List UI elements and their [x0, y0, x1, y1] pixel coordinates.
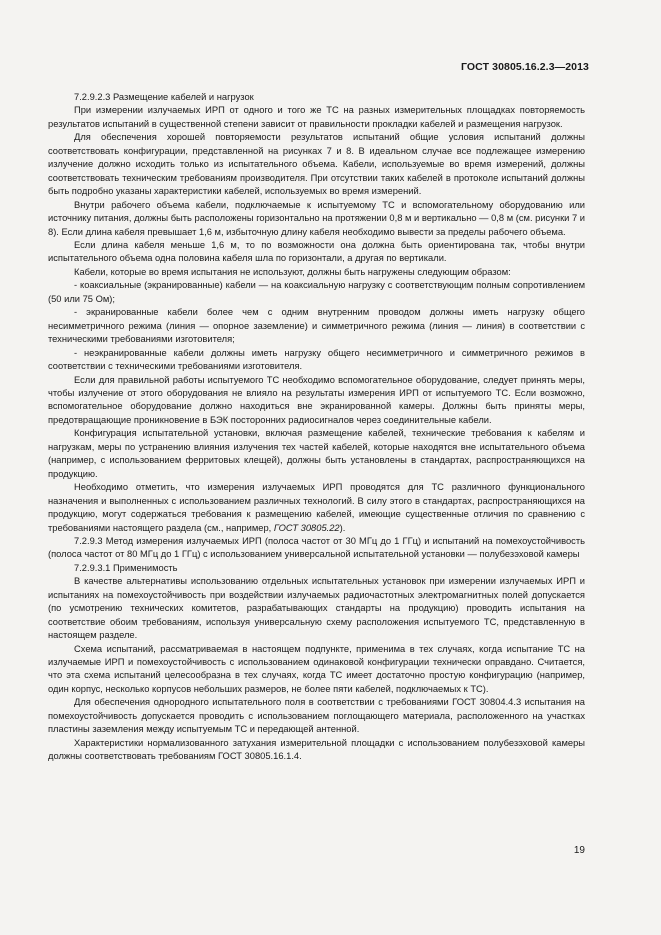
paragraph: Кабели, которые во время испытания не используют, должны быть нагружены следующим образом:: [74, 266, 511, 277]
body-text: [48, 91, 585, 764]
paragraph: Конфигурация испытательной установки, включая размещение кабелей, технические требования к кабелям и нагрузкам, меры по устранению влияния излучения тех частей кабелей, которые находятся вне испытательного объема (например, с использованием ферритовых клещей), должны быть установлены в стандартах, распространяющихся на продукцию.: [48, 428, 585, 479]
list-item: - неэкранированные кабели должны иметь нагрузку общего несимметричного и симметричного режимов в соответствии с техническими требованиями изготовителя.: [48, 347, 585, 372]
paragraph: Схема испытаний, рассматриваемая в настоящем подпункте, применима в тех случаях, когда испытание ТС на излучаемые ИРП и помехоустойчивость с использованием одинаковой конфигурации технически оправдано. Считается, что эта схема испытаний целесообразна в тех случаях, когда ТС имеет достаточно простую конфигурацию (например, один корпус, несколько корпусов небольших размеров, не более пяти кабелей, подключаемых к ТС).: [48, 643, 585, 694]
paragraph-text: Необходимо отметить, что измерения излучаемых ИРП проводятся для ТС различного функционального назначения и выполненных с использованием различных технологий. В силу этого в стандартах, распространяющихся на продукцию, могут содержаться требования к размещению кабелей, имеющие существенные отличия по сравнению с требованиями настоящего раздела (см., например,: [48, 482, 585, 533]
paragraph: Для обеспечения хорошей повторяемости результатов испытаний общие условия испытаний должны соответствовать конфигурации, представленной на рисунках 7 и 8. В идеальном случае все подлежащее измерению излучение должно исходить только из испытательного объема. Кабели, используемые во время измерений, должны соответствовать техническим требованиям производителя. При отсутствии таких кабелей в протоколе испытаний должны быть подробно указаны характеристики кабелей, используемых во время измерений.: [48, 132, 585, 197]
paragraph: В качестве альтернативы использованию отдельных испытательных установок при измерении излучаемых ИРП и испытаниях на помехоустойчивость при воздействии излучаемых радиочастотных электромагнитных полей допускается (по усмотрению технических комитетов, разрабатывающих стандарты на продукцию) проводить испытания на соответствие обоим требованиям, используя универсальную схему расположения испытуемого ТС, представленную в настоящем разделе.: [48, 576, 585, 641]
page-number: 19: [573, 845, 585, 856]
list-item: - экранированные кабели более чем с одним внутренним проводом должны иметь нагрузку общего несимметричного режима (линия — опорное заземление) и симметричного режима (линия — линия) в соответствии с техническими требованиями изготовителя;: [48, 307, 585, 345]
paragraph: Если длина кабеля меньше 1,6 м, то по возможности она должна быть ориентирована так, чтобы внутри испытательного объема одна половина кабеля шла по горизонтали, а другая по вертикали.: [48, 239, 585, 264]
section-heading-universal-method: 7.2.9.3 Метод измерения излучаемых ИРП (полоса частот от 30 МГц до 1 ГГц) и испытаний на помехоустойчивость (полоса частот от 80 МГц до 1 ГГц) с использованием универсальной испытательной установки — полубезэховой камеры: [48, 535, 585, 560]
paragraph: Если для правильной работы испытуемого ТС необходимо вспомогательное оборудование, следует принять меры, чтобы излучение от этого оборудования не влияло на результаты измерения ИРП от испытуемого ТС. Если возможно, вспомогательное оборудование должно находиться вне экранированной камеры. Должны быть приняты меры, предотвращающие проникновение в БЭК посторонних радиосигналов через соединительные кабели.: [48, 374, 585, 425]
paragraph: Для обеспечения однородного испытательного поля в соответствии с требованиями ГОСТ 30804.4.3 испытания на помехоустойчивость допускается проводить с использованием поглощающего материала, расположенного на участках пластины заземления между испытуемым ТС и передающей антенной.: [48, 697, 585, 735]
paragraph: Характеристики нормализованного затухания измерительной площадки с использованием полубезэховой камеры должны соответствовать требованиям ГОСТ 30805.16.1.4.: [48, 737, 585, 762]
section-heading-cable-placement: 7.2.9.2.3 Размещение кабелей и нагрузок: [74, 92, 254, 102]
section-heading-applicability: 7.2.9.3.1 Применимость: [74, 562, 178, 573]
paragraph: Внутри рабочего объема кабели, подключаемые к испытуемому ТС и вспомогательному оборудованию или источнику питания, должны быть расположены горизонтально на протяжении 0,8 м и вертикально — 0,8 м (см. рисунки 7 и 8). Если длина кабеля превышает 1,6 м, избыточную длину кабеля необходимо вывести за пределы рабочего объема.: [48, 199, 585, 237]
paragraph: [48, 481, 585, 535]
list-item: - коаксиальные (экранированные) кабели — на коаксиальную нагрузку с соответствующим полным сопротивлением (50 или 75 Ом);: [48, 280, 585, 304]
paragraph: При измерении излучаемых ИРП от одного и того же ТС на разных измерительных площадках повторяемость результатов испытаний в существенной степени зависит от правильности прокладки кабелей и размещения нагрузок.: [48, 105, 585, 129]
standard-header: ГОСТ 30805.16.2.3—2013: [461, 61, 589, 73]
paragraph-text-end: ).: [339, 522, 346, 533]
standard-reference: ГОСТ 30805.22: [273, 522, 340, 533]
